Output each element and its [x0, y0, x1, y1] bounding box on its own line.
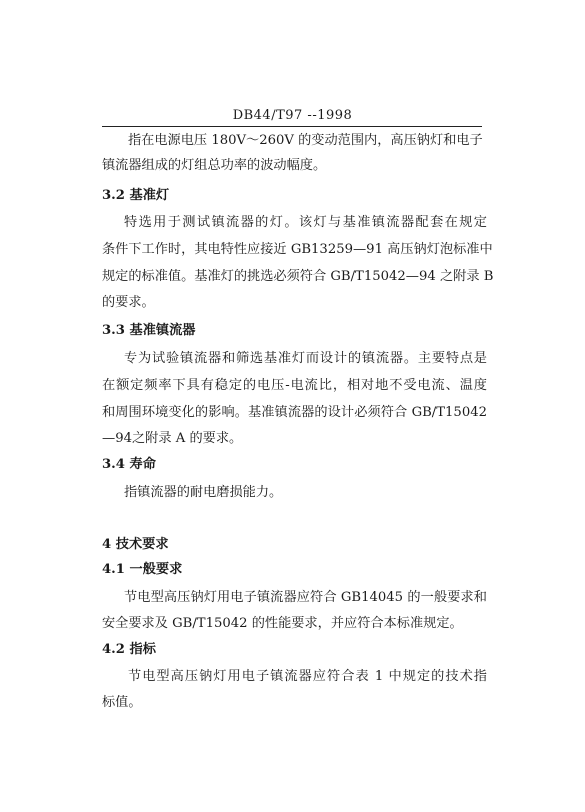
- paragraph-line: 的要求。: [102, 295, 155, 310]
- paragraph-line: 规定的标准值。基准灯的挑选必须符合 GB/T15042—94 之附录 B: [102, 269, 494, 284]
- section-heading: 3.4 寿命: [102, 457, 156, 472]
- paragraph-line: 条件下工作时，其电特性应接近 GB13259—91 高压钠灯泡标准中: [102, 242, 493, 257]
- paragraph-line: 标值。: [102, 695, 142, 710]
- paragraph-line: 镇流器组成的灯组总功率的波动幅度。: [102, 158, 327, 173]
- paragraph-line: 指镇流器的耐电磨损能力。: [124, 485, 283, 500]
- paragraph-line: 在额定频率下具有稳定的电压-电流比，相对地不受电流、温度: [102, 378, 487, 393]
- paragraph-line: 特选用于测试镇流器的灯。该灯与基准镇流器配套在规定: [124, 215, 487, 230]
- header-rule: [102, 126, 482, 127]
- paragraph-line: 和周围环境变化的影响。基准镇流器的设计必须符合 GB/T15042: [102, 405, 487, 420]
- paragraph-line: 指在电源电压 180V～260V 的变动范围内，高压钠灯和电子: [128, 133, 483, 148]
- chapter-heading: 4 技术要求: [102, 537, 169, 552]
- paragraph-line: 节电型高压钠灯用电子镇流器应符合 GB14045 的一般要求和: [124, 590, 487, 605]
- paragraph-line: 专为试验镇流器和筛选基准灯而设计的镇流器。主要特点是: [124, 351, 487, 366]
- section-heading: 3.3 基准镇流器: [102, 323, 196, 338]
- standard-code-header: DB44/T97 --1998: [232, 108, 353, 123]
- section-heading: 4.2 指标: [102, 642, 156, 657]
- paragraph-line: 安全要求及 GB/T15042 的性能要求，并应符合本标准规定。: [102, 616, 463, 631]
- section-heading: 4.1 一般要求: [102, 562, 183, 577]
- paragraph-line: —94之附录 A 的要求。: [102, 431, 243, 446]
- section-heading: 3.2 基准灯: [102, 188, 170, 203]
- paragraph-line: 节电型高压钠灯用电子镇流器应符合表 1 中规定的技术指: [128, 669, 487, 684]
